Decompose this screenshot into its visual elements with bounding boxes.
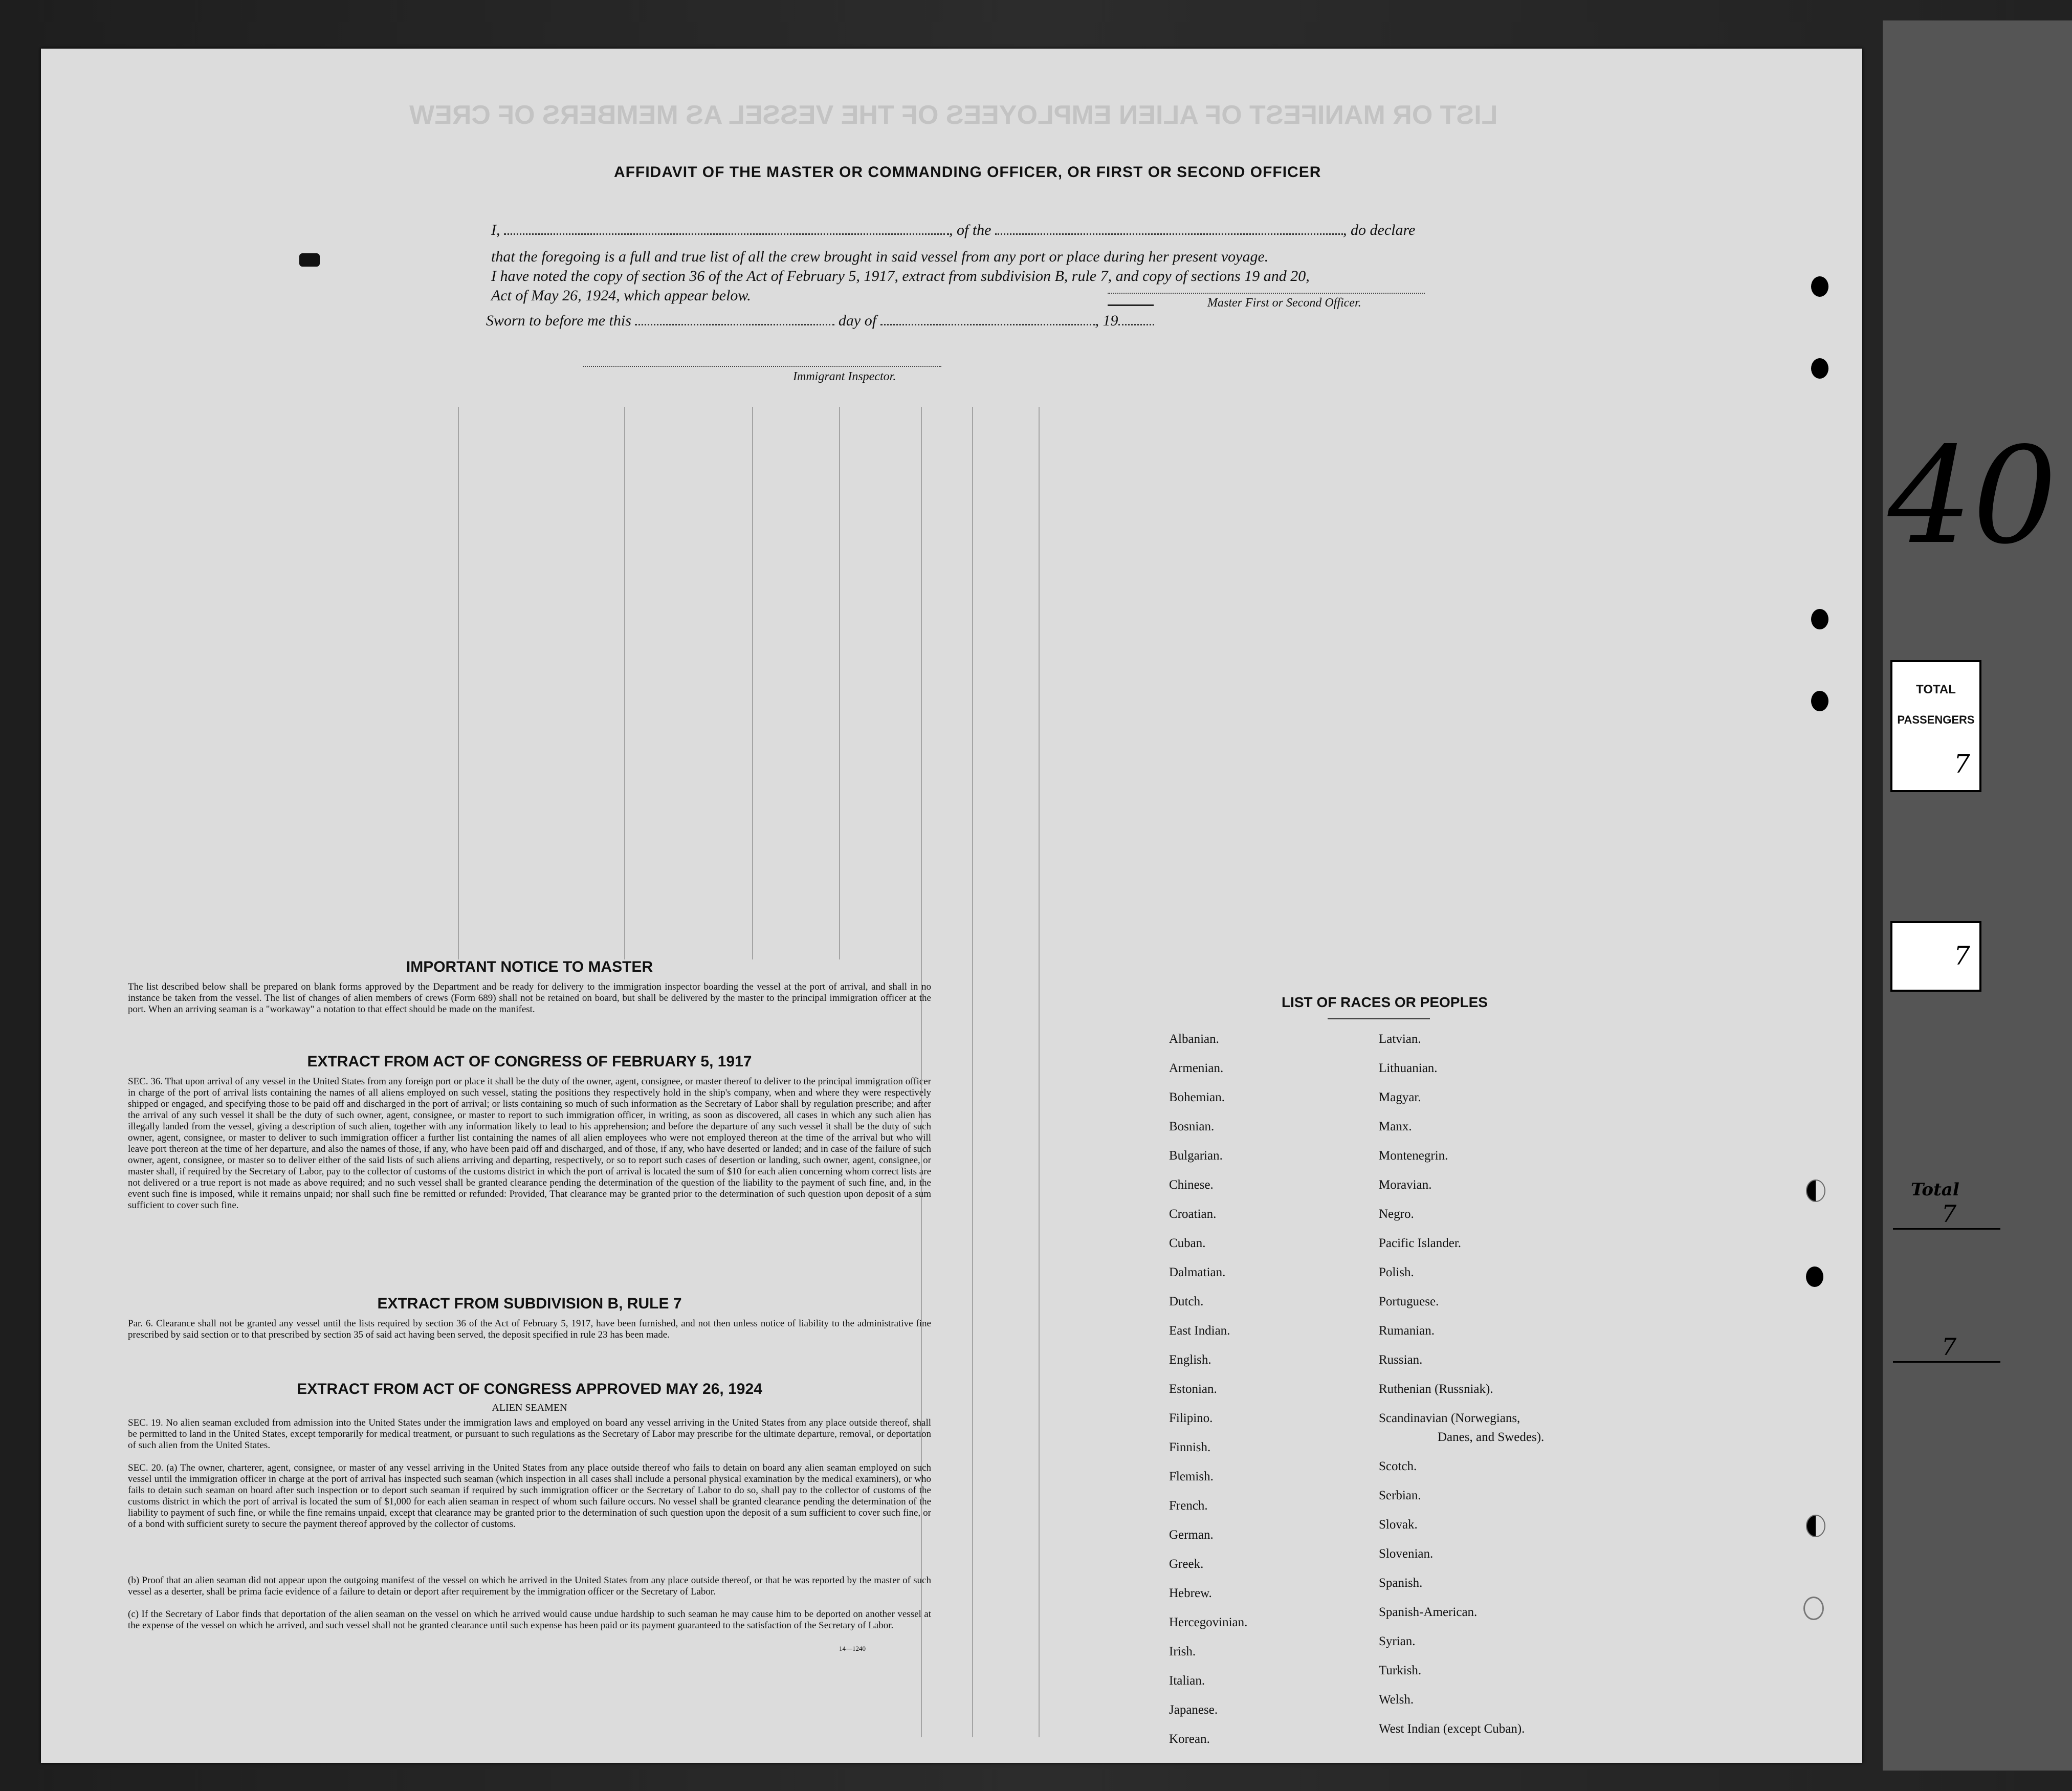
document-page xyxy=(41,49,1862,1763)
race-item: Albanian. xyxy=(1169,1032,1219,1046)
sworn-month-blank[interactable] xyxy=(880,315,1095,325)
race-item: Bosnian. xyxy=(1169,1120,1215,1133)
race-item: Bohemian. xyxy=(1169,1090,1225,1104)
punch-hole xyxy=(1806,1266,1823,1287)
total-label: TOTAL xyxy=(1916,683,1956,696)
race-item: Rumanian. xyxy=(1379,1324,1435,1338)
race-item: Flemish. xyxy=(1169,1470,1214,1483)
inspector-label: Immigrant Inspector. xyxy=(793,370,896,383)
total-passengers-box xyxy=(1890,660,1981,792)
total-rule-2 xyxy=(1893,1361,2000,1363)
punch-hole xyxy=(1803,1597,1824,1620)
race-item: Scandinavian (Norwegians, xyxy=(1379,1411,1520,1425)
punch-hole xyxy=(1811,691,1828,711)
race-item: Magyar. xyxy=(1379,1090,1421,1104)
extract-rule7-text: Par. 6. Clearance shall not be granted any vessel until the lists required by section 36 of the Act of February 5, 1917, have been furnished, and not then unless notice of liability to the administrative fine prescribed by said section or to that prescribed by section 35 of said act having been served, the deposit specified in rule 23 has been made. xyxy=(128,1318,931,1340)
sec20a-text: SEC. 20. (a) The owner, charterer, agent, consignee, or master of any vessel arriving in the United States from any place outside thereof who fails to detain on board any alien seaman employed on such vessel until the immigration officer in charge at the port of arrival has inspected such seaman (which inspection in all cases shall include a personal physical examination by the medical examiners), or who fails to detain such seaman on board after such inspection or to deport such seaman if required by such immigration officer or the Secretary of Labor to do so, shall pay to the collector of customs of the customs district in which the port of arrival is located the sum of $1,000 for each alien seaman in respect of whom such failure occurs. No vessel shall be granted clearance pending the determination of the liability to payment of such fine, or while the fine remains unpaid, except that clearance may be granted prior to the determination of such question upon the deposit of a sum sufficient to cover such fine, or of a bond with sufficient surety to secure the payment thereof approved by the collector of customs. xyxy=(128,1462,931,1530)
race-item: East Indian. xyxy=(1169,1324,1230,1338)
total-value-2: 7 xyxy=(1954,941,1970,971)
ink-blot xyxy=(299,253,320,267)
race-item: Spanish-American. xyxy=(1379,1605,1478,1619)
total-passengers-value: 7 xyxy=(1954,749,1970,779)
race-item: Bulgarian. xyxy=(1169,1149,1223,1163)
total-handwritten-label: Total xyxy=(1911,1180,1959,1200)
affidavit-declare: , do declare xyxy=(1343,222,1416,238)
total-rule-1 xyxy=(1893,1228,2000,1230)
race-item: Dutch. xyxy=(1169,1295,1204,1308)
punch-hole xyxy=(1811,276,1828,297)
punch-hole xyxy=(1811,609,1828,629)
vessel-blank[interactable] xyxy=(995,224,1343,235)
master-label: Master First or Second Officer. xyxy=(1207,296,1361,310)
affidavit-i: I, xyxy=(491,222,500,238)
year-label: , 19 xyxy=(1095,312,1118,329)
race-item: Welsh. xyxy=(1379,1693,1414,1707)
race-item: West Indian (except Cuban). xyxy=(1379,1722,1525,1736)
race-item: Korean. xyxy=(1169,1732,1210,1746)
race-item: Russian. xyxy=(1379,1353,1423,1367)
total-handwritten-value-2: 7 xyxy=(1942,1333,1957,1361)
race-item: Polish. xyxy=(1379,1265,1414,1279)
race-item: Negro. xyxy=(1379,1207,1414,1221)
race-item: Chinese. xyxy=(1169,1178,1214,1192)
race-item: Hercegovinian. xyxy=(1169,1615,1248,1629)
bleed-column-line xyxy=(624,407,625,959)
race-item: French. xyxy=(1169,1499,1208,1513)
notice-text: The list described below shall be prepared on blank forms approved by the Department and be ready for delivery to the immigration inspector boarding the vessel at the port of arrival, and shall in no instance be taken from the vessel. The list of changes of alien members of crews (Form 689) shall not be retained on board, but shall be delivered by the master to the principal immigration officer at the port. When an arriving seaman is a "workaway" a notation to that effect should be made on the manifest. xyxy=(128,981,931,1015)
race-item: Dalmatian. xyxy=(1169,1265,1226,1279)
race-item: Hebrew. xyxy=(1169,1586,1212,1600)
affidavit-line-1 xyxy=(491,222,1415,239)
extract-1917-text: SEC. 36. That upon arrival of any vessel in the United States from any foreign port or place it shall be the duty of the owner, agent, consignee, or master thereof to deliver to the principal immigration officer in charge of the port of arrival lists containing the names of all aliens employed on such vessel, stating the positions they respectively hold in the ship's company, when and where they were respectively shipped or engaged, and specifying those to be paid off and discharged in the port of arrival; or lists containing so much of such information as the Secretary of Labor shall by regulation prescribe; and after the arrival of any such vessel it shall be the duty of such owner, agent, consignee, or master to report to such immigration officer, in writing, as soon as discovered, all cases in which any such alien has illegally landed from the vessel, giving a description of such alien, together with any information likely to lead to his apprehension; and before the departure of any such vessel it shall be the duty of such owner, agent, consignee, or master to deliver to such immigration officer a further list containing the names of all alien employees who were not employed thereon at the time of the arrival but who will leave port thereon at the time of her departure, and also the names of those, if any, who have been paid off and discharged, and of those, if any, who have deserted or landed; and in case of the failure of such owner, agent, consignee, or master so to deliver either of the said lists of such aliens arriving and departing, respectively, or so to report such cases of desertion or landing, such owner, agent, consignee, or master shall, if required by the Secretary of Labor, pay to the collector of customs of the customs district in which the port of arrival is located the sum of $10 for each alien concerning whom correct lists are not delivered or a true report is not made as above required; and no such vessel shall be granted clearance pending the determination of the question of the liability to the payment of such fine, and, in the event such fine is imposed, while it remains unpaid; nor shall such fine be remitted or refunded: Provided, That clearance may be granted prior to the determination of such question upon deposit of a sum sufficient to cover such fine. xyxy=(128,1076,931,1211)
extract-1924-title: EXTRACT FROM ACT OF CONGRESS APPROVED MAY 26, 1924 xyxy=(297,1381,762,1397)
underlying-sheet-edge xyxy=(1883,20,2072,1771)
race-item: Armenian. xyxy=(1169,1061,1224,1075)
race-item: Finnish. xyxy=(1169,1440,1211,1454)
punch-hole xyxy=(1806,1515,1825,1537)
race-item: Moravian. xyxy=(1379,1178,1432,1192)
sec20b-text: (b) Proof that an alien seaman did not appear upon the outgoing manifest of the vessel on which he arrived in the United States from any place outside thereof, or that he was reported by the master of such vessel as a deserter, shall be prima facie evidence of a failure to detain or deport after requirement by the immigration officer or the Secretary of Labor. xyxy=(128,1575,931,1597)
notice-title: IMPORTANT NOTICE TO MASTER xyxy=(406,958,653,975)
name-blank[interactable] xyxy=(504,224,949,235)
bleed-column-line xyxy=(839,407,840,959)
total-handwritten-value-1: 7 xyxy=(1942,1200,1957,1228)
race-item: English. xyxy=(1169,1353,1211,1367)
sworn-line xyxy=(486,312,1154,330)
total-box-2 xyxy=(1890,921,1981,992)
race-item: Montenegrin. xyxy=(1379,1149,1448,1163)
sworn-year-blank[interactable] xyxy=(1118,315,1154,325)
race-item: Portuguese. xyxy=(1379,1295,1439,1308)
race-item: Croatian. xyxy=(1169,1207,1217,1221)
affidavit-of-the: , of the xyxy=(949,222,991,238)
race-item: Japanese. xyxy=(1169,1703,1218,1717)
affidavit-line-4: Act of May 26, 1924, which appear below. xyxy=(491,287,751,304)
form-number: 14—1240 xyxy=(839,1645,866,1652)
affidavit-line-2: that the foregoing is a full and true list of all the crew brought in said vessel from any port or place during her present voyage. xyxy=(491,248,1269,265)
sworn-label: Sworn to before me this xyxy=(486,312,631,329)
race-item: German. xyxy=(1169,1528,1214,1542)
race-item: Cuban. xyxy=(1169,1236,1206,1250)
race-item: Latvian. xyxy=(1379,1032,1421,1046)
bleed-column-line xyxy=(972,407,973,1737)
sec19-text: SEC. 19. No alien seaman excluded from admission into the United States under the immigration laws and employed on board any vessel arriving in the United States from any place outside thereof, shall be permitted to land in the United States, except temporarily for medical treatment, or pursuant to such regulations as the Secretary of Labor may prescribe for the ultimate departure, removal, or deportation of such alien from the United States. xyxy=(128,1417,931,1451)
race-item: Italian. xyxy=(1169,1674,1205,1688)
race-item: Greek. xyxy=(1169,1557,1204,1571)
race-item: Scotch. xyxy=(1379,1459,1417,1473)
race-item: Irish. xyxy=(1169,1645,1196,1658)
race-item: Estonian. xyxy=(1169,1382,1217,1396)
race-item: Ruthenian (Russniak). xyxy=(1379,1382,1493,1396)
race-item: Slovenian. xyxy=(1379,1547,1434,1561)
bleed-through-header: LIST OR MANIFEST OF ALIEN EMPLOYEES OF THE VESSEL AS MEMBERS OF CREW xyxy=(409,100,1498,130)
race-item: Slovak. xyxy=(1379,1518,1418,1532)
sworn-day-blank[interactable] xyxy=(635,315,834,325)
inspector-signature-line[interactable] xyxy=(583,366,941,367)
ink-mark xyxy=(1108,294,1154,306)
race-item: Spanish. xyxy=(1379,1576,1423,1590)
alien-seamen-subtitle: ALIEN SEAMEN xyxy=(492,1402,567,1413)
bleed-column-line xyxy=(458,407,459,959)
master-signature-line[interactable] xyxy=(1108,293,1425,294)
sheet-number-handwritten: 40 xyxy=(1888,419,2057,574)
races-title-rule xyxy=(1328,1018,1430,1019)
races-title: LIST OF RACES OR PEOPLES xyxy=(1282,994,1488,1010)
day-of-label: day of xyxy=(838,312,877,329)
race-item: Serbian. xyxy=(1379,1489,1421,1502)
bleed-column-line xyxy=(921,407,922,1737)
race-item: Syrian. xyxy=(1379,1634,1416,1648)
extract-rule7-title: EXTRACT FROM SUBDIVISION B, RULE 7 xyxy=(377,1295,682,1312)
affidavit-title: AFFIDAVIT OF THE MASTER OR COMMANDING OFFICER, OR FIRST OR SECOND OFFICER xyxy=(614,164,1321,181)
bleed-column-line xyxy=(752,407,753,959)
passengers-label: PASSENGERS xyxy=(1897,713,1975,726)
race-item: Filipino. xyxy=(1169,1411,1213,1425)
bleed-column-line xyxy=(1039,407,1040,1737)
race-item: Pacific Islander. xyxy=(1379,1236,1462,1250)
punch-hole xyxy=(1811,358,1828,379)
race-item: Lithuanian. xyxy=(1379,1061,1438,1075)
race-item: Turkish. xyxy=(1379,1664,1422,1677)
race-item: Manx. xyxy=(1379,1120,1412,1133)
race-item: Danes, and Swedes). xyxy=(1438,1430,1545,1444)
affidavit-line-3: I have noted the copy of section 36 of the Act of February 5, 1917, extract from subdivision B, rule 7, and copy of sections 19 and 20, xyxy=(491,268,1310,285)
extract-1917-title: EXTRACT FROM ACT OF CONGRESS OF FEBRUARY 5, 1917 xyxy=(307,1053,752,1070)
punch-hole xyxy=(1806,1180,1825,1202)
sec20c-text: (c) If the Secretary of Labor finds that deportation of the alien seaman on the vessel on which he arrived would cause undue hardship to such seaman he may cause him to be deported on another vessel at the expense of the vessel on which he arrived, and such vessel shall not be granted clearance until such expense has been paid or its payment guaranteed to the satisfaction of the Secretary of Labor. xyxy=(128,1609,931,1631)
